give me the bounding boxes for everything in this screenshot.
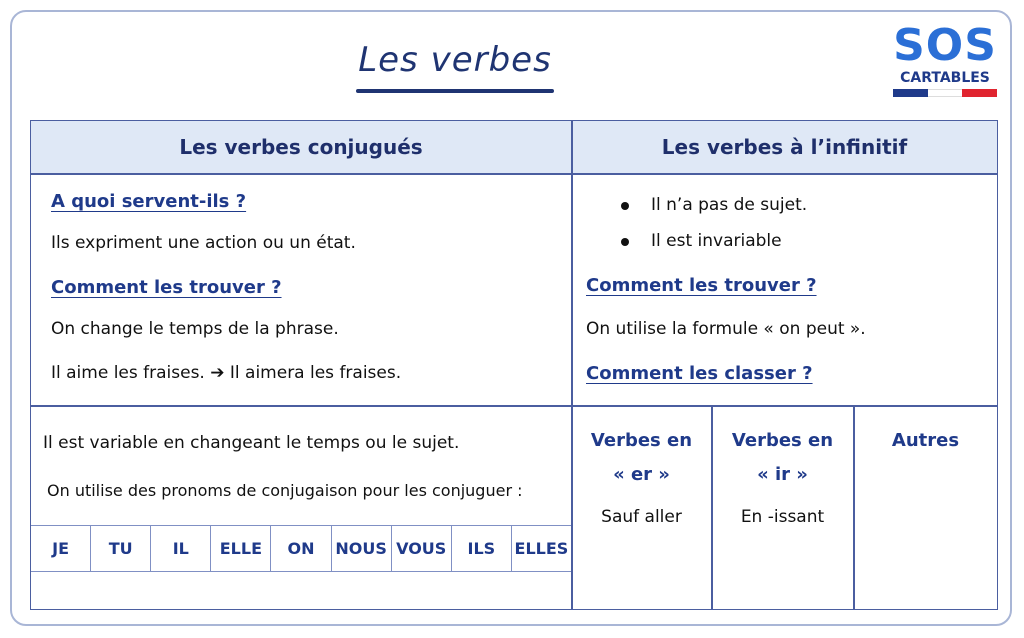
question-find-infinitive: Comment les trouver ?: [586, 275, 817, 296]
page-title: Les verbes: [358, 40, 552, 80]
group-ir-line1: Verbes en: [731, 430, 834, 451]
question-purpose: A quoi servent-ils ?: [51, 191, 247, 212]
logo-sos-text: SOS: [893, 20, 997, 71]
bullet-icon: [621, 238, 629, 246]
question-find-conjugated: Comment les trouver ?: [51, 277, 282, 298]
answer-find-infinitive: On utilise la formule « on peut ».: [586, 319, 866, 339]
pronoun-vous: VOUS: [392, 525, 452, 571]
example-sentence: Il aime les fraises. ➔ Il aimera les fraises.: [51, 363, 402, 383]
pronoun-je: JE: [31, 525, 91, 571]
sos-cartables-logo: [893, 20, 997, 97]
group-er-note: Sauf aller: [601, 507, 682, 527]
verbs-table: [30, 120, 998, 610]
bullet-invariable: Il est invariable: [651, 231, 782, 251]
group-er-line2: « er »: [613, 464, 670, 485]
group-ir-label: [712, 424, 853, 492]
center-divider: [571, 121, 573, 609]
variable-note: Il est variable en changeant le temps ou le sujet.: [43, 433, 460, 453]
pronoun-on: ON: [271, 525, 331, 571]
group-ir-note: En -issant: [740, 507, 825, 527]
group-other-label: [854, 424, 997, 458]
group-ir-line2: « ir »: [757, 464, 808, 485]
bullet-icon: [621, 202, 629, 210]
header-divider: [31, 173, 997, 175]
group-er-line1: Verbes en: [590, 430, 693, 451]
pronoun-elle: ELLE: [211, 525, 271, 571]
group-other-line1: Autres: [891, 430, 960, 451]
pronoun-row: [31, 525, 571, 571]
pronoun-elles: ELLES: [514, 538, 569, 558]
bullet-no-subject: Il n’a pas de sujet.: [651, 195, 808, 215]
group-er-label: [572, 424, 711, 492]
header-infinitive: Les verbes à l’infinitif: [572, 121, 997, 173]
pronoun-tu: TU: [91, 525, 151, 571]
question-classify: Comment les classer ?: [586, 363, 813, 384]
pronoun-nous: NOUS: [332, 525, 392, 571]
title-underline: [356, 89, 554, 93]
answer-purpose: Ils expriment une action ou un état.: [51, 233, 356, 253]
pronoun-row-bottom: [31, 571, 571, 572]
header-conjugated: Les verbes conjugués: [31, 121, 571, 173]
answer-find-conjugated: On change le temps de la phrase.: [51, 319, 339, 339]
logo-flag-icon: [893, 89, 997, 97]
pronoun-il: IL: [151, 525, 211, 571]
pronouns-intro: On utilise des pronoms de conjugaison pour les conjuguer :: [47, 481, 523, 500]
logo-cartables-text: CARTABLES: [900, 70, 990, 86]
pronoun-ils: ILS: [452, 525, 512, 571]
